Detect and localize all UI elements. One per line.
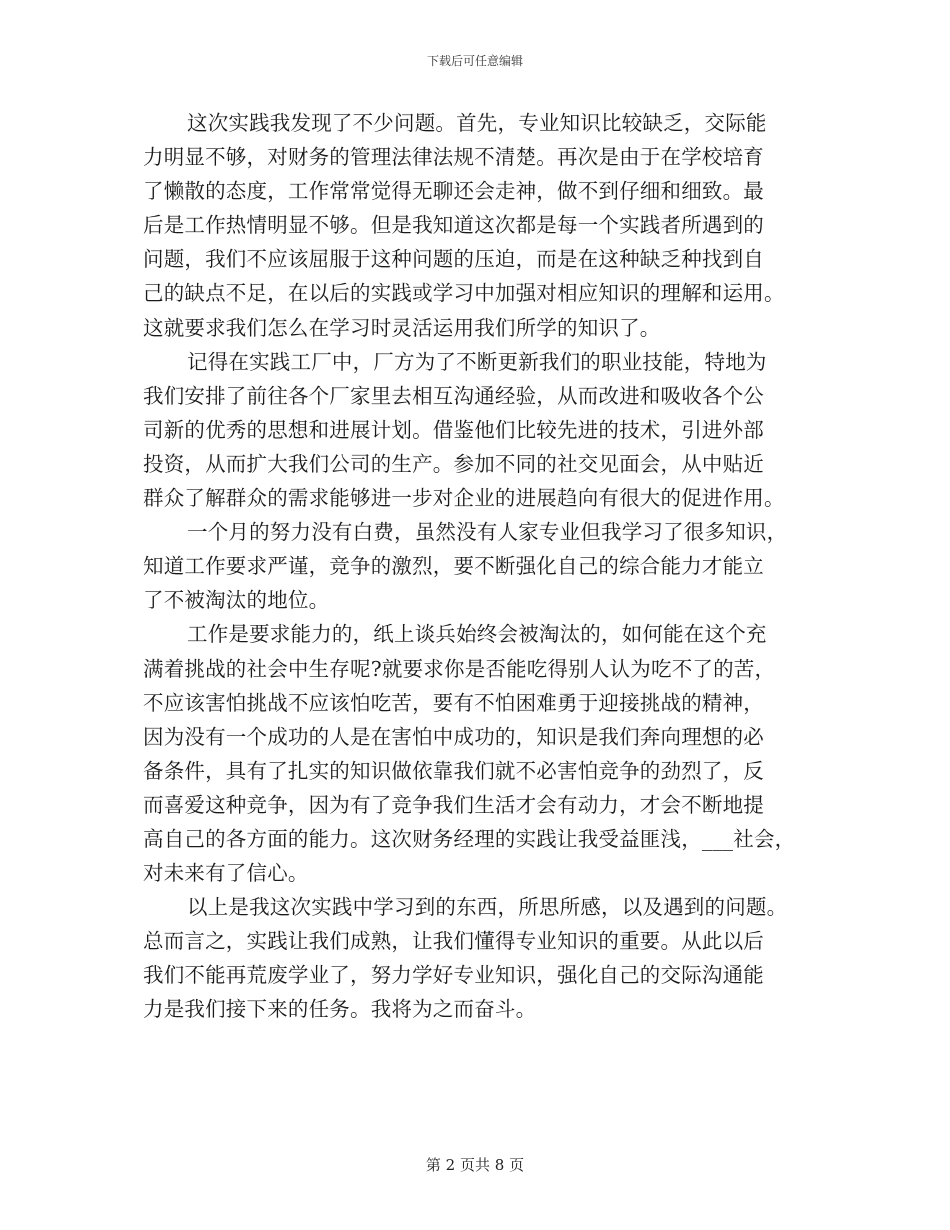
text-line: 投资，从而扩大我们公司的生产。参加不同的社交见面会，从中贴近 [143,451,764,476]
text-line: 力是我们接下来的任务。我将为之而奋斗。 [143,997,537,1022]
paragraph-first-line: 一个月的努力没有白费，虽然没有人家专业但我学习了很多知识， [187,520,788,545]
text-line: 不应该害怕挑战不应该怕吃苦，要有不怕困难勇于迎接挑战的精神， [143,690,764,715]
text-line: 知道工作要求严谨，竞争的激烈，要不断强化自己的综合能力才能立 [143,554,764,579]
text-line: 这就要求我们怎么在学习时灵活运用我们所学的知识了。 [143,315,661,340]
text-line: 备条件，具有了扎实的知识做依靠我们就不必害怕竞争的劲烈了，反 [143,758,764,783]
document-body [143,106,823,1027]
text-line: 我们不能再荒废学业了，努力学好专业知识，强化自己的交际沟通能 [143,963,764,988]
text-line: 力明显不够，对财务的管理法律法规不清楚。再次是由于在学校培育 [143,145,764,170]
text-line: 满着挑战的社会中生存呢?就要求你是否能吃得别人认为吃不了的苦， [143,656,776,681]
page-header: 下载后可任意编辑 [426,54,523,68]
text-line: 了懒散的态度，工作常常觉得无聊还会走神，做不到仔细和细致。最 [143,179,764,204]
text-line: 我们安排了前往各个厂家里去相互沟通经验，从而改进和吸收各个公 [143,383,764,408]
page-footer: 第 2 页共 8 页 [425,1156,525,1174]
text-line: 司新的优秀的思想和进展计划。借鉴他们比较先进的技术，引进外部 [143,417,764,442]
text-line: 己的缺点不足，在以后的实践或学习中加强对相应知识的理解和运用。 [143,281,785,306]
paragraph-first-line: 工作是要求能力的，纸上谈兵始终会被淘汰的，如何能在这个充 [187,622,767,647]
text-line: 对未来有了信心。 [143,861,309,886]
paragraph-first-line: 以上是我这次实践中学习到的东西，所思所感，以及遇到的问题。 [187,895,788,920]
text-line: 高自己的各方面的能力。这次财务经理的实践让我受益匪浅，___社会， [143,826,796,851]
text-line: 因为没有一个成功的人是在害怕中成功的，知识是我们奔向理想的必 [143,724,764,749]
paragraph-first-line: 记得在实践工厂中，厂方为了不断更新我们的职业技能，特地为 [187,349,767,374]
text-line: 而喜爱这种竞争，因为有了竞争我们生活才会有动力，才会不断地提 [143,792,764,817]
text-line: 后是工作热情明显不够。但是我知道这次都是每一个实践者所遇到的 [143,213,764,238]
text-line: 了不被淘汰的地位。 [143,588,330,613]
text-line: 总而言之，实践让我们成熟，让我们懂得专业知识的重要。从此以后 [143,929,764,954]
paragraph-first-line: 这次实践我发现了不少问题。首先，专业知识比较缺乏，交际能 [187,111,767,135]
text-line: 问题，我们不应该屈服于这种问题的压迫，而是在这种缺乏种找到自 [143,247,764,272]
text-line: 群众了解群众的需求能够进一步对企业的进展趋向有很大的促进作用。 [143,486,785,511]
